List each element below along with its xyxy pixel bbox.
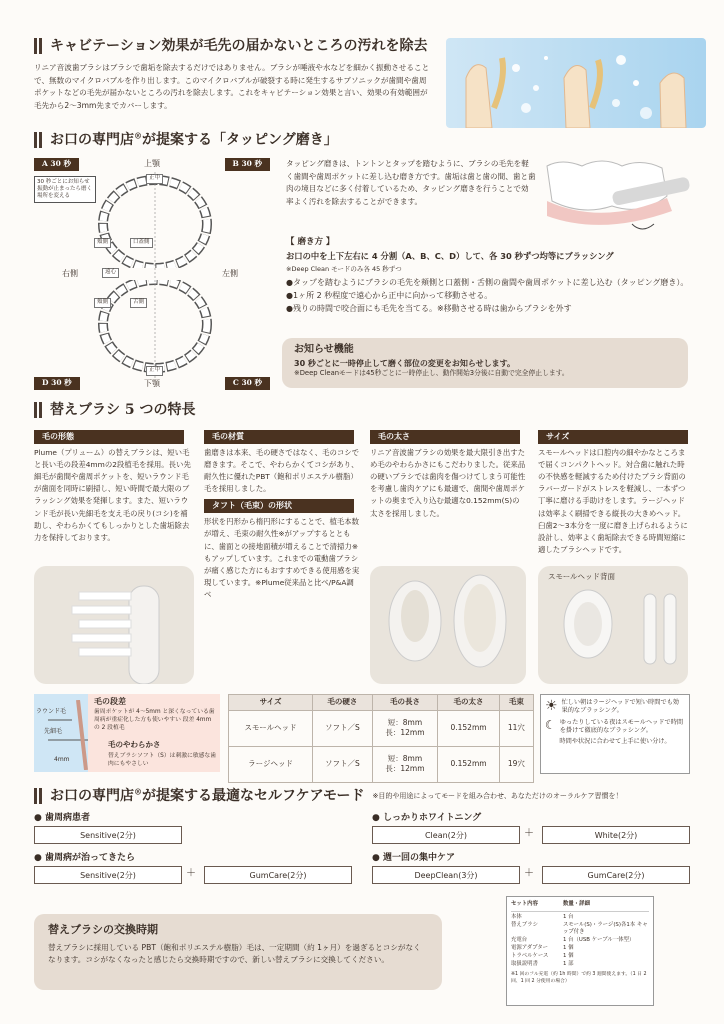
sun-icon: ☀ <box>545 698 558 714</box>
contents-header <box>511 901 649 912</box>
step-description: 歯周ポケットが 4〜5mm と深くなっている歯周病が重症化した方も使いやすい 段差 4mm の 2 段植毛 <box>94 709 215 732</box>
method-steps <box>286 276 706 316</box>
softness-description: 替えブラシソフト（S）は刺激に敏感な歯肉にもやさしい <box>108 753 217 768</box>
feature-5-text: スモールヘッドは口腔内の細やかなところまで届くコンパクトヘッド。対合歯に触れた時の不快感を軽減するため付けたブラシ背面のラバーガードがストレスを軽減し、一本ずつ丁寧に磨ける手助けをします。ラージヘッドは効率よく刷掃できる縦長の大きめヘッド。臼歯2〜3本分を一度に磨き上げられるように設計し、効率よく歯垢除去できる時間短縮に適したブラシヘッドです。 <box>538 447 688 555</box>
list-item <box>511 937 649 945</box>
set-contents <box>506 896 654 1006</box>
palatal-label: 口蓋側 <box>130 238 153 248</box>
selfcare-heading <box>34 786 623 806</box>
tapping-text: タッピング磨きは、トントンとタップを踏むように、ブラシの毛先を軽く歯間や歯周ポケットに差し込む磨き方です。歯垢は歯と歯の間、歯と歯肉の境目などに多く付着しているため、タッピング磨きを行うことで効率よく汚れを除去することができます。 <box>286 159 536 206</box>
upper-jaw-label: 上顎 <box>144 159 160 168</box>
buccal-label-lower: 頬側 <box>94 298 111 308</box>
item-detail: 1 個 <box>563 945 574 952</box>
heading-bars <box>34 38 42 54</box>
group-whitening: ● しっかりホワイトニング <box>372 813 482 823</box>
usage-tips <box>540 694 690 774</box>
item-name: 電源アダプター <box>511 945 548 952</box>
spec-table <box>228 694 534 783</box>
list-item <box>511 953 649 961</box>
feature-3-tag: タフト（毛束）の形状 <box>204 499 354 513</box>
notice-sub: ※Deep Cleanモードは45秒ごとに一時停止し、動作開始3分後に自動で完全停止します。 <box>294 369 569 378</box>
mode-gumcare: GumCare(2分) <box>204 866 352 884</box>
table-header: サイズ <box>229 695 313 711</box>
step-2: ●1ヶ所 2 秒程度で遠心から正中に向かって移動させる。 <box>286 291 493 301</box>
table-cell: ラージヘッド <box>229 746 313 782</box>
tip-night-text: ゆったりしている夜はスモールヘッドで時間を掛けて徹底的なブラッシング。 <box>559 718 684 735</box>
buccal-label-upper: 頬側 <box>94 238 111 248</box>
feature-1 <box>34 430 194 544</box>
quadrant-d-label: D 30 秒 <box>34 377 80 390</box>
small-head-back-illustration <box>538 584 688 684</box>
feature-4 <box>370 430 526 520</box>
feature-1-text: Plume（プリューム）の替えブラシは、短い毛と長い毛の段差4mmの2段植毛を採用。長い先細毛が歯間や歯周ポケットを、短いラウンド毛が歯面を同時に刷掃し、短い時間で最大限のブラッシング効果を発揮します。また、短いラウンド毛が長い先細毛を支え毛の戻り(コシ)を補助し、やわらかくてもしっかりとした歯垢除去力を保持しております。 <box>34 447 191 543</box>
cavitation-title: キャビテーション効果が毛先の届かないところの汚れを除去 <box>50 38 428 54</box>
brush-side-illustration <box>34 566 194 684</box>
bristle-diagram <box>34 694 220 772</box>
tapered-bristle-label: 先細毛 <box>44 728 63 735</box>
item-name: 本体 <box>511 913 522 920</box>
quadrant-a-label: A 30 秒 <box>34 158 79 171</box>
item-detail: スモール(S)・ラージ(S)各1本 キャップ付き <box>563 921 648 936</box>
list-item <box>511 945 649 953</box>
tapping-title <box>50 130 338 150</box>
step-title: 毛の段差 <box>94 697 126 706</box>
mode-gumcare: GumCare(2分) <box>542 866 690 884</box>
table-header-row <box>229 695 534 711</box>
mode-deepclean: DeepClean(3分) <box>372 866 520 884</box>
feature-1-tag: 毛の形態 <box>34 430 184 444</box>
center-label-upper: 正中 <box>146 174 163 184</box>
heading-bars <box>34 788 42 804</box>
heading-bars <box>34 132 42 148</box>
right-side-label: 右側 <box>62 269 78 278</box>
table-header: 毛の硬さ <box>313 695 372 711</box>
item-name: トラベルケース <box>511 952 549 959</box>
quadrant-c-label: C 30 秒 <box>225 377 270 390</box>
shop-name: お口の専門店 <box>50 132 134 148</box>
quadrant-b-label: B 30 秒 <box>225 158 271 171</box>
length-short: 短：8mm <box>387 753 423 763</box>
registered-mark: ® <box>134 130 142 141</box>
shop-name: お口の専門店 <box>50 788 134 804</box>
mode-sensitive: Sensitive(2分) <box>34 826 182 844</box>
tooth-chart <box>34 158 270 390</box>
table-cell: ソフト／S <box>313 710 372 746</box>
left-side-label: 左側 <box>222 269 238 278</box>
tip-summary: 時間や状況に合わせて上手に使い分け。 <box>559 738 671 746</box>
exchange-text: 替えブラシに採用している PBT（飽和ポリエステル樹脂）毛は、一定期間（約 1ヶ月）を過ぎるとコシがなくなります。コシがなくなったと感じたら交換時期ですので、新しい替えブラシに交換してください。 <box>48 942 421 965</box>
tip-night <box>545 719 685 736</box>
contents-footnote: ※1 回のフル充電（約 1h 時間）で約 3 週間使えます。（1 日 2 回、1 回 2 分使用の場合） <box>511 971 647 984</box>
tip-morning <box>545 699 685 716</box>
table-cell: ソフト／S <box>313 746 372 782</box>
list-item <box>511 914 649 922</box>
item-detail: 1 部 <box>563 960 574 967</box>
feature-2-tag: 毛の材質 <box>204 430 354 444</box>
cavitation-heading <box>34 36 427 56</box>
cavitation-image <box>446 38 706 128</box>
step-1: ●タップを踏むようにブラシの毛先を頬側と口蓋側・舌側の歯間や歯周ポケットに差し込む（タッピング磨き）。 <box>286 278 689 287</box>
table-cell: 0.152mm <box>438 710 499 746</box>
tapping-title-rest: が提案する「タッピング磨き」 <box>142 132 338 148</box>
feature-5-tag: サイズ <box>538 430 688 444</box>
brush-heads-illustration <box>370 566 526 684</box>
plus-icon: ＋ <box>186 868 196 879</box>
list-item <box>511 961 649 969</box>
heading-bars <box>34 402 42 418</box>
item-name: 充電台 <box>511 937 528 944</box>
item-name: 取扱説明書 <box>511 960 538 967</box>
step-4mm-label: 4mm <box>54 756 70 763</box>
center-label-lower: 正中 <box>146 366 163 376</box>
timer-note: 30 秒ごとにお知らせ 振動が止まったら磨く場所を変える <box>34 176 96 203</box>
moon-icon: ☾ <box>545 717 556 732</box>
feature-3-text: 形状を円形から楕円形にすることで、植毛本数が増え、毛束の耐久性※がアップするとともに、歯面との接地面積が増えることで清掃力※もアップしています。これまでの電動歯ブラシが痛く感じた方にもおすすめできる使用感を実現しています。※Plume従来品と比べ/P&A調べ <box>204 517 360 600</box>
brush-heading <box>34 400 196 420</box>
tip-morning-text: 忙しい朝はラージヘッドで短い時間でも効果的なブラッシング。 <box>561 699 679 715</box>
item-detail: 1 台 <box>563 913 574 920</box>
mode-sensitive: Sensitive(2分) <box>34 866 182 884</box>
group-periodontal: ● 歯周病患者 <box>34 813 90 823</box>
softness-title: 毛のやわらかさ <box>108 740 161 749</box>
notice-box <box>282 338 688 388</box>
table-cell: 19穴 <box>499 746 533 782</box>
length-short: 短：8mm <box>387 717 423 727</box>
table-cell: 0.152mm <box>438 746 499 782</box>
list-item <box>511 922 649 938</box>
small-head-back-label: スモールヘッド背面 <box>548 572 616 581</box>
round-bristle-label: ラウンド毛 <box>36 708 67 715</box>
bubble-illustration <box>446 38 706 128</box>
brush-title: 替えブラシ 5 つの特長 <box>50 402 196 418</box>
table-header: 毛の長さ <box>372 695 438 711</box>
step-3: ●残りの時間で咬合面にも毛先を当てる。※移動させる時は歯からブラシを外す <box>286 304 572 314</box>
table-cell-length <box>372 710 438 746</box>
item-detail: 1 台（USB ケーブル一体型） <box>563 937 635 944</box>
selfcare-title-rest: が提案する最適なセルフケアモード <box>142 788 365 804</box>
lingual-label: 舌側 <box>130 298 147 308</box>
feature-2 <box>204 430 360 602</box>
length-long: 長：12mm <box>385 728 425 738</box>
tapping-heading <box>34 130 338 150</box>
mode-white: White(2分) <box>542 826 690 844</box>
table-header: 毛の太さ <box>438 695 499 711</box>
item-name: 替えブラシ <box>511 921 538 928</box>
lower-jaw-label: 下顎 <box>144 379 160 388</box>
feature-2-text: 歯磨きは本来、毛の硬さではなく、毛のコシで磨きます。そこで、やわらかくてコシがあり、耐久性に優れたPBT（飽和ポリエステル樹脂）毛を採用しました。 <box>204 447 360 494</box>
small-head-back-photo <box>538 566 688 684</box>
table-row <box>229 710 534 746</box>
exchange-title: 替えブラシの交換時期 <box>48 923 158 936</box>
mode-clean: Clean(2分) <box>372 826 520 844</box>
method-note: ※Deep Clean モードのみ各 45 秒ずつ <box>286 265 402 273</box>
table-row <box>229 746 534 782</box>
tapping-image <box>542 156 692 236</box>
method-title: 【 磨き方 】 <box>286 237 335 247</box>
plus-icon: ＋ <box>524 828 534 839</box>
brush-front-photo <box>370 566 526 684</box>
group-weekly: ● 週一回の集中ケア <box>372 853 455 863</box>
notice-main: 30 秒ごとに一時停止して磨く部位の変更をお知らせします。 <box>294 358 516 368</box>
table-header: 毛束 <box>499 695 533 711</box>
tooth-brush-illustration <box>542 156 692 236</box>
feature-4-tag: 毛の太さ <box>370 430 520 444</box>
feature-4-text: リニア音波歯ブラシの効果を最大限引き出すため毛のやわらかさにもこだわりました。従来品の硬いブラシでは歯肉を傷つけてしまう可能性を考慮し歯肉ケアにも最適で、歯間や歯周ポケットの奥まで入り込む最適な0.152mm(S)の太さを採用しました。 <box>370 447 526 518</box>
item-detail: 1 個 <box>563 952 574 959</box>
table-cell-length <box>372 746 438 782</box>
plus-icon: ＋ <box>524 868 534 879</box>
registered-mark: ® <box>134 786 142 797</box>
feature-5 <box>538 430 688 557</box>
exchange-box <box>34 914 442 990</box>
notice-title: お知らせ機能 <box>294 344 354 355</box>
cavitation-text: リニア音波歯ブラシはブラシで歯垢を除去するだけではありません。ブラシが唾液や水などを細かく振動させることで、無数のマイクロバブルを作り出します。このマイクロバブルが破裂する時に発生するサブソニックが歯間や歯周ポケットなどの毛先が届かないところの汚れを除去します。これをキャビテーション効果と言い、効果の有効範囲が毛先から2〜3mm先までカバーします。 <box>34 63 430 110</box>
selfcare-note: ※目的や用途によってモードを組み合わせ、あなただけのオーラルケア習慣を！ <box>372 792 623 801</box>
group-recovering: ● 歯周病が治ってきたら <box>34 853 135 863</box>
selfcare-title <box>50 786 364 806</box>
table-cell: スモールヘッド <box>229 710 313 746</box>
method-main: お口の中を上下左右に 4 分割（A、B、C、D）して、各 30 秒ずつ均等にブラッシング <box>286 251 614 261</box>
table-cell: 11穴 <box>499 710 533 746</box>
brush-side-photo <box>34 566 194 684</box>
length-long: 長：12mm <box>385 764 425 774</box>
contents-header-item: セット内容 <box>511 901 538 907</box>
contents-header-detail: 数量・詳細 <box>563 901 590 907</box>
distal-label: 遠心 <box>102 268 119 278</box>
